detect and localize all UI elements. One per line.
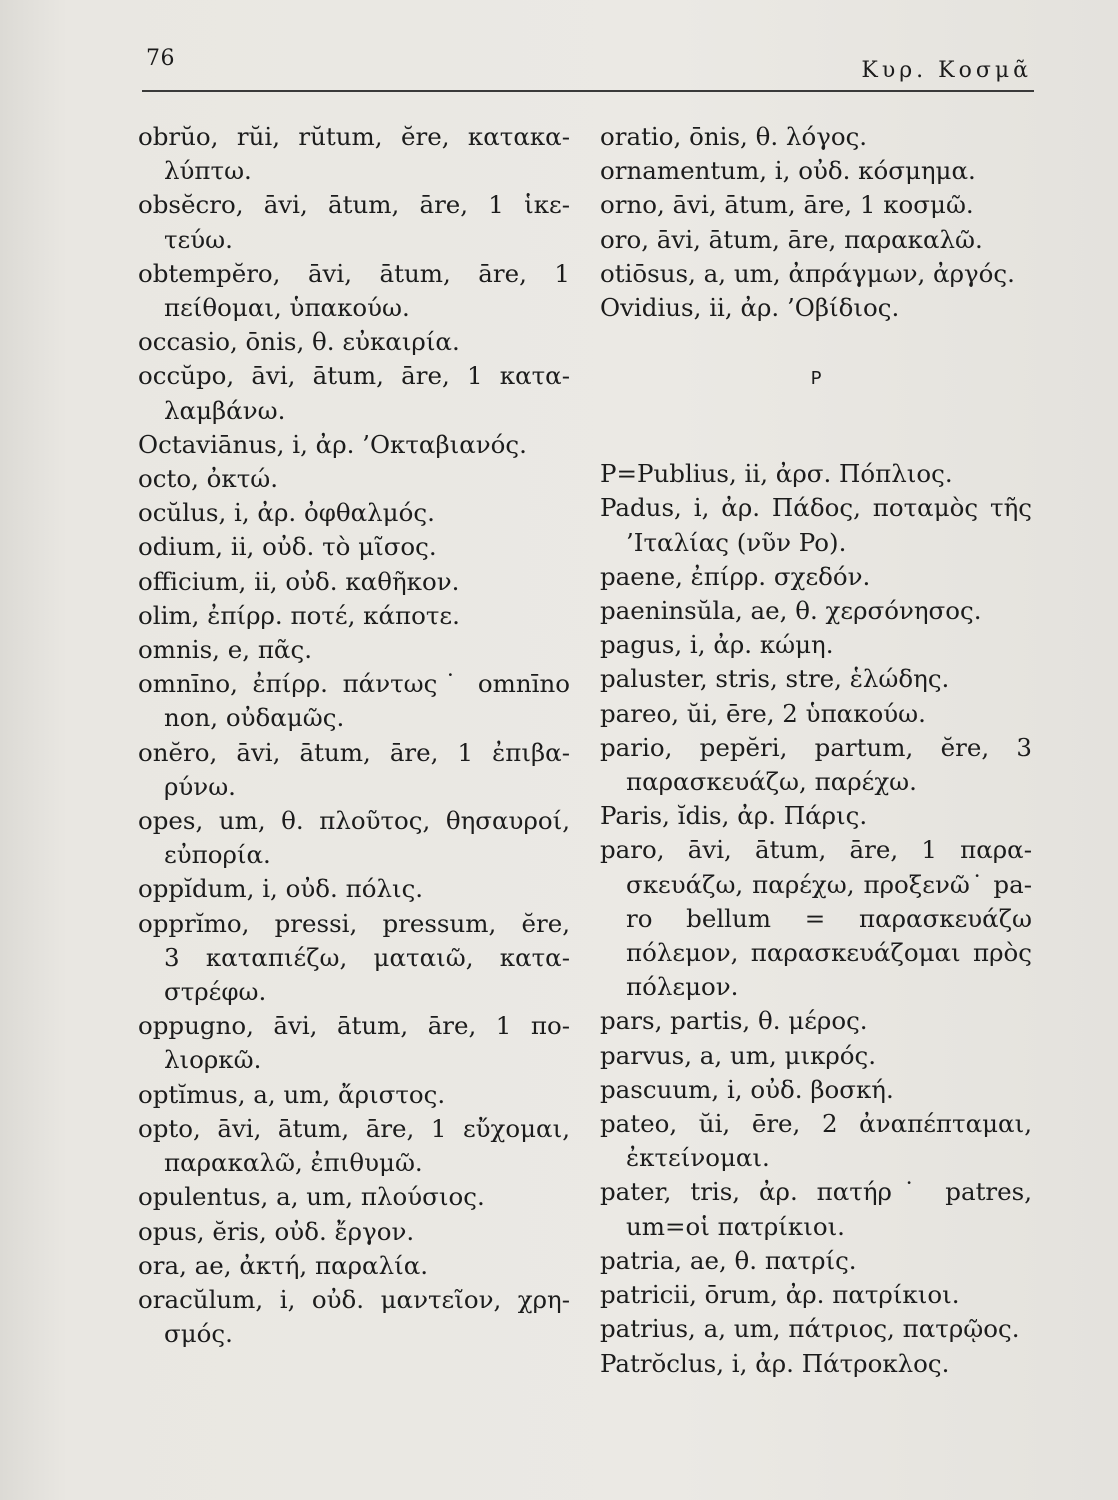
entry-headword-line: oppĭdum, i, οὐδ. πόλις.: [138, 874, 424, 904]
dictionary-entry: [600, 457, 1032, 491]
dictionary-entry: [600, 628, 1032, 662]
dictionary-entry: [600, 1073, 1032, 1107]
entry-continuation-line: ἐκτείνομαι.: [626, 1143, 770, 1173]
dictionary-entry: [600, 1039, 1032, 1073]
dictionary-entry: [138, 736, 570, 804]
entry-headword-line: ora, ae, ἀκτή, παραλία.: [138, 1250, 429, 1280]
dictionary-entry: [138, 633, 570, 667]
entry-continuation-line: σμός.: [164, 1319, 233, 1349]
page-number: 76: [146, 46, 175, 71]
entry-headword-line: optĭmus, a, um, ἄριστος.: [138, 1079, 446, 1109]
entry-continuation-line: ’Ιταλίας (νῦν Po).: [626, 527, 847, 557]
entry-headword-line: onĕro, āvi, ātum, āre, 1 ἐπιβα-: [138, 737, 570, 767]
entry-headword-line: pagus, i, ἀρ. κώμη.: [600, 630, 834, 660]
dictionary-entry: [138, 1283, 570, 1351]
entry-headword-line: oratio, ōnis, θ. λόγος.: [600, 122, 868, 151]
entry-headword-line: P=Publius, ii, ἀρσ. Πόπλιος.: [600, 459, 953, 489]
dictionary-entry: [600, 594, 1032, 628]
entry-headword-line: patria, ae, θ. πατρίς.: [600, 1245, 857, 1275]
entry-headword-line: opto, āvi, ātum, āre, 1 εὔχομαι,: [138, 1113, 570, 1143]
dictionary-entry: [138, 530, 570, 564]
entry-headword-line: parvus, a, um, μικρός.: [600, 1040, 877, 1070]
dictionary-entry: [600, 223, 1032, 257]
dictionary-entry: [138, 428, 570, 462]
entry-headword-line: paro, āvi, ātum, āre, 1 παρα-: [600, 835, 1032, 865]
entry-continuation-line: εὐπορία.: [164, 840, 271, 870]
entry-headword-line: pascuum, i, οὐδ. βοσκή.: [600, 1074, 894, 1104]
dictionary-entry: [138, 325, 570, 359]
dictionary-entry: [138, 1215, 570, 1249]
entry-headword-line: paluster, stris, stre, ἑλώδης.: [600, 664, 950, 694]
dictionary-entry: [600, 188, 1032, 222]
entry-headword-line: opprĭmo, pressi, pressum, ĕre,: [138, 908, 570, 938]
left-column: [138, 120, 570, 1351]
entry-headword-line: oppugno, āvi, ātum, āre, 1 πο-: [138, 1011, 570, 1041]
entry-headword-line: Patrŏclus, i, ἀρ. Πάτροκλος.: [600, 1348, 950, 1378]
entry-continuation-line: πείθομαι, ὑπακούω.: [164, 293, 410, 323]
dictionary-entry: [138, 496, 570, 530]
entry-headword-line: pateo, ŭi, ēre, 2 ἀναπέπταμαι,: [600, 1109, 1032, 1139]
dictionary-entry: [138, 257, 570, 325]
entry-headword-line: olim, ἐπίρρ. ποτέ, κάποτε.: [138, 600, 460, 630]
entry-headword-line: opus, ĕris, οὐδ. ἔργον.: [138, 1216, 415, 1246]
entry-headword-line: occasio, ōnis, θ. εὐκαιρία.: [138, 327, 460, 357]
entry-headword-line: omnīno, ἐπίρρ. πάντως˙ omnīno: [138, 669, 570, 699]
entry-continuation-line: λύπτω.: [164, 156, 252, 186]
entry-headword-line: opes, um, θ. πλοῦτος, θησαυροί,: [138, 806, 570, 836]
entry-headword-line: ornamentum, i, οὐδ. κόσμημα.: [600, 156, 976, 186]
dictionary-entry: [138, 907, 570, 1010]
dictionary-entry: [600, 662, 1032, 696]
entry-headword-line: paene, ἐπίρρ. σχεδόν.: [600, 561, 871, 591]
entry-continuation-line: πόλεμον, παρασκευάζομαι πρὸς: [626, 938, 1032, 968]
entry-continuation-line: um=οἱ πατρίκιοι.: [626, 1211, 845, 1241]
header-rule: [142, 90, 1034, 92]
entry-headword-line: pars, partis, θ. μέρος.: [600, 1006, 868, 1036]
entry-headword-line: patricii, ōrum, ἀρ. πατρίκιοι.: [600, 1280, 960, 1310]
entry-continuation-line: τεύω.: [164, 224, 233, 254]
running-head: Κυρ. Κοσμᾶ: [861, 58, 1032, 83]
entry-headword-line: orno, āvi, ātum, āre, 1 κοσμῶ.: [600, 190, 974, 220]
dictionary-entry: [600, 1244, 1032, 1278]
entry-headword-line: obrŭo, rŭi, rŭtum, ĕre, κατακα-: [138, 122, 570, 151]
entry-headword-line: paeninsŭla, ae, θ. χερσόνησος.: [600, 596, 982, 626]
entry-continuation-line: ro bellum = παρασκευάζω: [626, 903, 1032, 933]
dictionary-entry: [138, 120, 570, 188]
dictionary-entry: [600, 1278, 1032, 1312]
dictionary-entry: [600, 833, 1032, 1004]
dictionary-entry: [600, 799, 1032, 833]
dictionary-entry: [138, 188, 570, 256]
entry-headword-line: obsĕcro, āvi, ātum, āre, 1 ἱκε-: [138, 190, 570, 220]
entry-continuation-line: σκευάζω, παρέχω, προξενῶ˙ pa-: [626, 869, 1032, 899]
entry-headword-line: Padus, i, ἀρ. Πάδος, ποταμὸς τῆς: [600, 493, 1032, 523]
entry-headword-line: omnis, e, πᾶς.: [138, 635, 312, 665]
dictionary-entry: [138, 462, 570, 496]
entry-headword-line: Paris, ĭdis, ἀρ. Πάρις.: [600, 801, 868, 831]
entry-continuation-line: πόλεμον.: [626, 972, 739, 1002]
dictionary-entry: [138, 1009, 570, 1077]
dictionary-entry: [138, 1180, 570, 1214]
dictionary-entry: [600, 697, 1032, 731]
entry-headword-line: obtempĕro, āvi, ātum, āre, 1: [138, 258, 570, 288]
entry-headword-line: opulentus, a, um, πλούσιος.: [138, 1182, 485, 1212]
dictionary-entry: [600, 1312, 1032, 1346]
dictionary-entry: [138, 599, 570, 633]
entry-continuation-line: 3 καταπιέζω, ματαιῶ, κατα-: [164, 942, 570, 972]
entry-headword-line: Ovidius, ii, ἀρ. ’Οβίδιος.: [600, 293, 900, 323]
entry-continuation-line: παρακαλῶ, ἐπιθυμῶ.: [164, 1148, 423, 1178]
dictionary-entry: [138, 565, 570, 599]
dictionary-entry: [600, 120, 1032, 154]
right-column: [600, 120, 1032, 1381]
dictionary-entry: [138, 1078, 570, 1112]
entry-headword-line: octo, ὀκτώ.: [138, 464, 279, 494]
dictionary-entry: [138, 1249, 570, 1283]
dictionary-entry: [600, 731, 1032, 799]
dictionary-entry: [138, 667, 570, 735]
entry-headword-line: ocŭlus, i, ἀρ. ὀφθαλμός.: [138, 498, 435, 528]
dictionary-entry: [600, 1107, 1032, 1175]
entry-headword-line: pario, pepĕri, partum, ĕre, 3: [600, 732, 1032, 762]
dictionary-entry: [600, 491, 1032, 559]
dictionary-entry: [600, 1004, 1032, 1038]
dictionary-entry: [138, 1112, 570, 1180]
entry-continuation-line: στρέφω.: [164, 977, 267, 1007]
entry-headword-line: patrius, a, um, πάτριος, πατρῷος.: [600, 1314, 1020, 1344]
dictionary-entry: [600, 154, 1032, 188]
entry-headword-line: odium, ii, οὐδ. τὸ μῖσος.: [138, 532, 437, 562]
entry-continuation-line: ρύνω.: [164, 771, 236, 801]
entry-continuation-line: λαμβάνω.: [164, 395, 286, 425]
dictionary-entry: [138, 359, 570, 427]
dictionary-entry: [600, 1347, 1032, 1381]
dictionary-entry: [600, 257, 1032, 291]
entry-continuation-line: λιορκῶ.: [164, 1045, 262, 1075]
entry-headword-line: oro, āvi, ātum, āre, παρακαλῶ.: [600, 224, 983, 254]
dictionary-entry: [138, 804, 570, 872]
entry-headword-line: officium, ii, οὐδ. καθῆκον.: [138, 566, 460, 596]
entry-headword-line: pater, tris, ἀρ. πατήρ˙ patres,: [600, 1177, 1032, 1207]
dictionary-entry: [600, 560, 1032, 594]
entry-continuation-line: παρασκευάζω, παρέχω.: [626, 767, 917, 797]
entry-continuation-line: non, οὐδαμῶς.: [164, 703, 345, 733]
entry-headword-line: occŭpo, āvi, ātum, āre, 1 κατα-: [138, 361, 570, 391]
section-letter-heading: P: [810, 368, 822, 390]
entry-headword-line: otiōsus, a, um, ἀπράγμων, ἀργός.: [600, 258, 1015, 288]
dictionary-entry: [600, 1175, 1032, 1243]
entry-headword-line: oracŭlum, i, οὐδ. μαντεῖον, χρη-: [138, 1284, 570, 1314]
entry-headword-line: Octaviānus, i, ἀρ. ’Οκταβιανός.: [138, 429, 527, 459]
entry-headword-line: pareo, ŭi, ēre, 2 ὑπακούω.: [600, 698, 926, 728]
dictionary-entry: [600, 291, 1032, 325]
dictionary-entry: [138, 872, 570, 906]
